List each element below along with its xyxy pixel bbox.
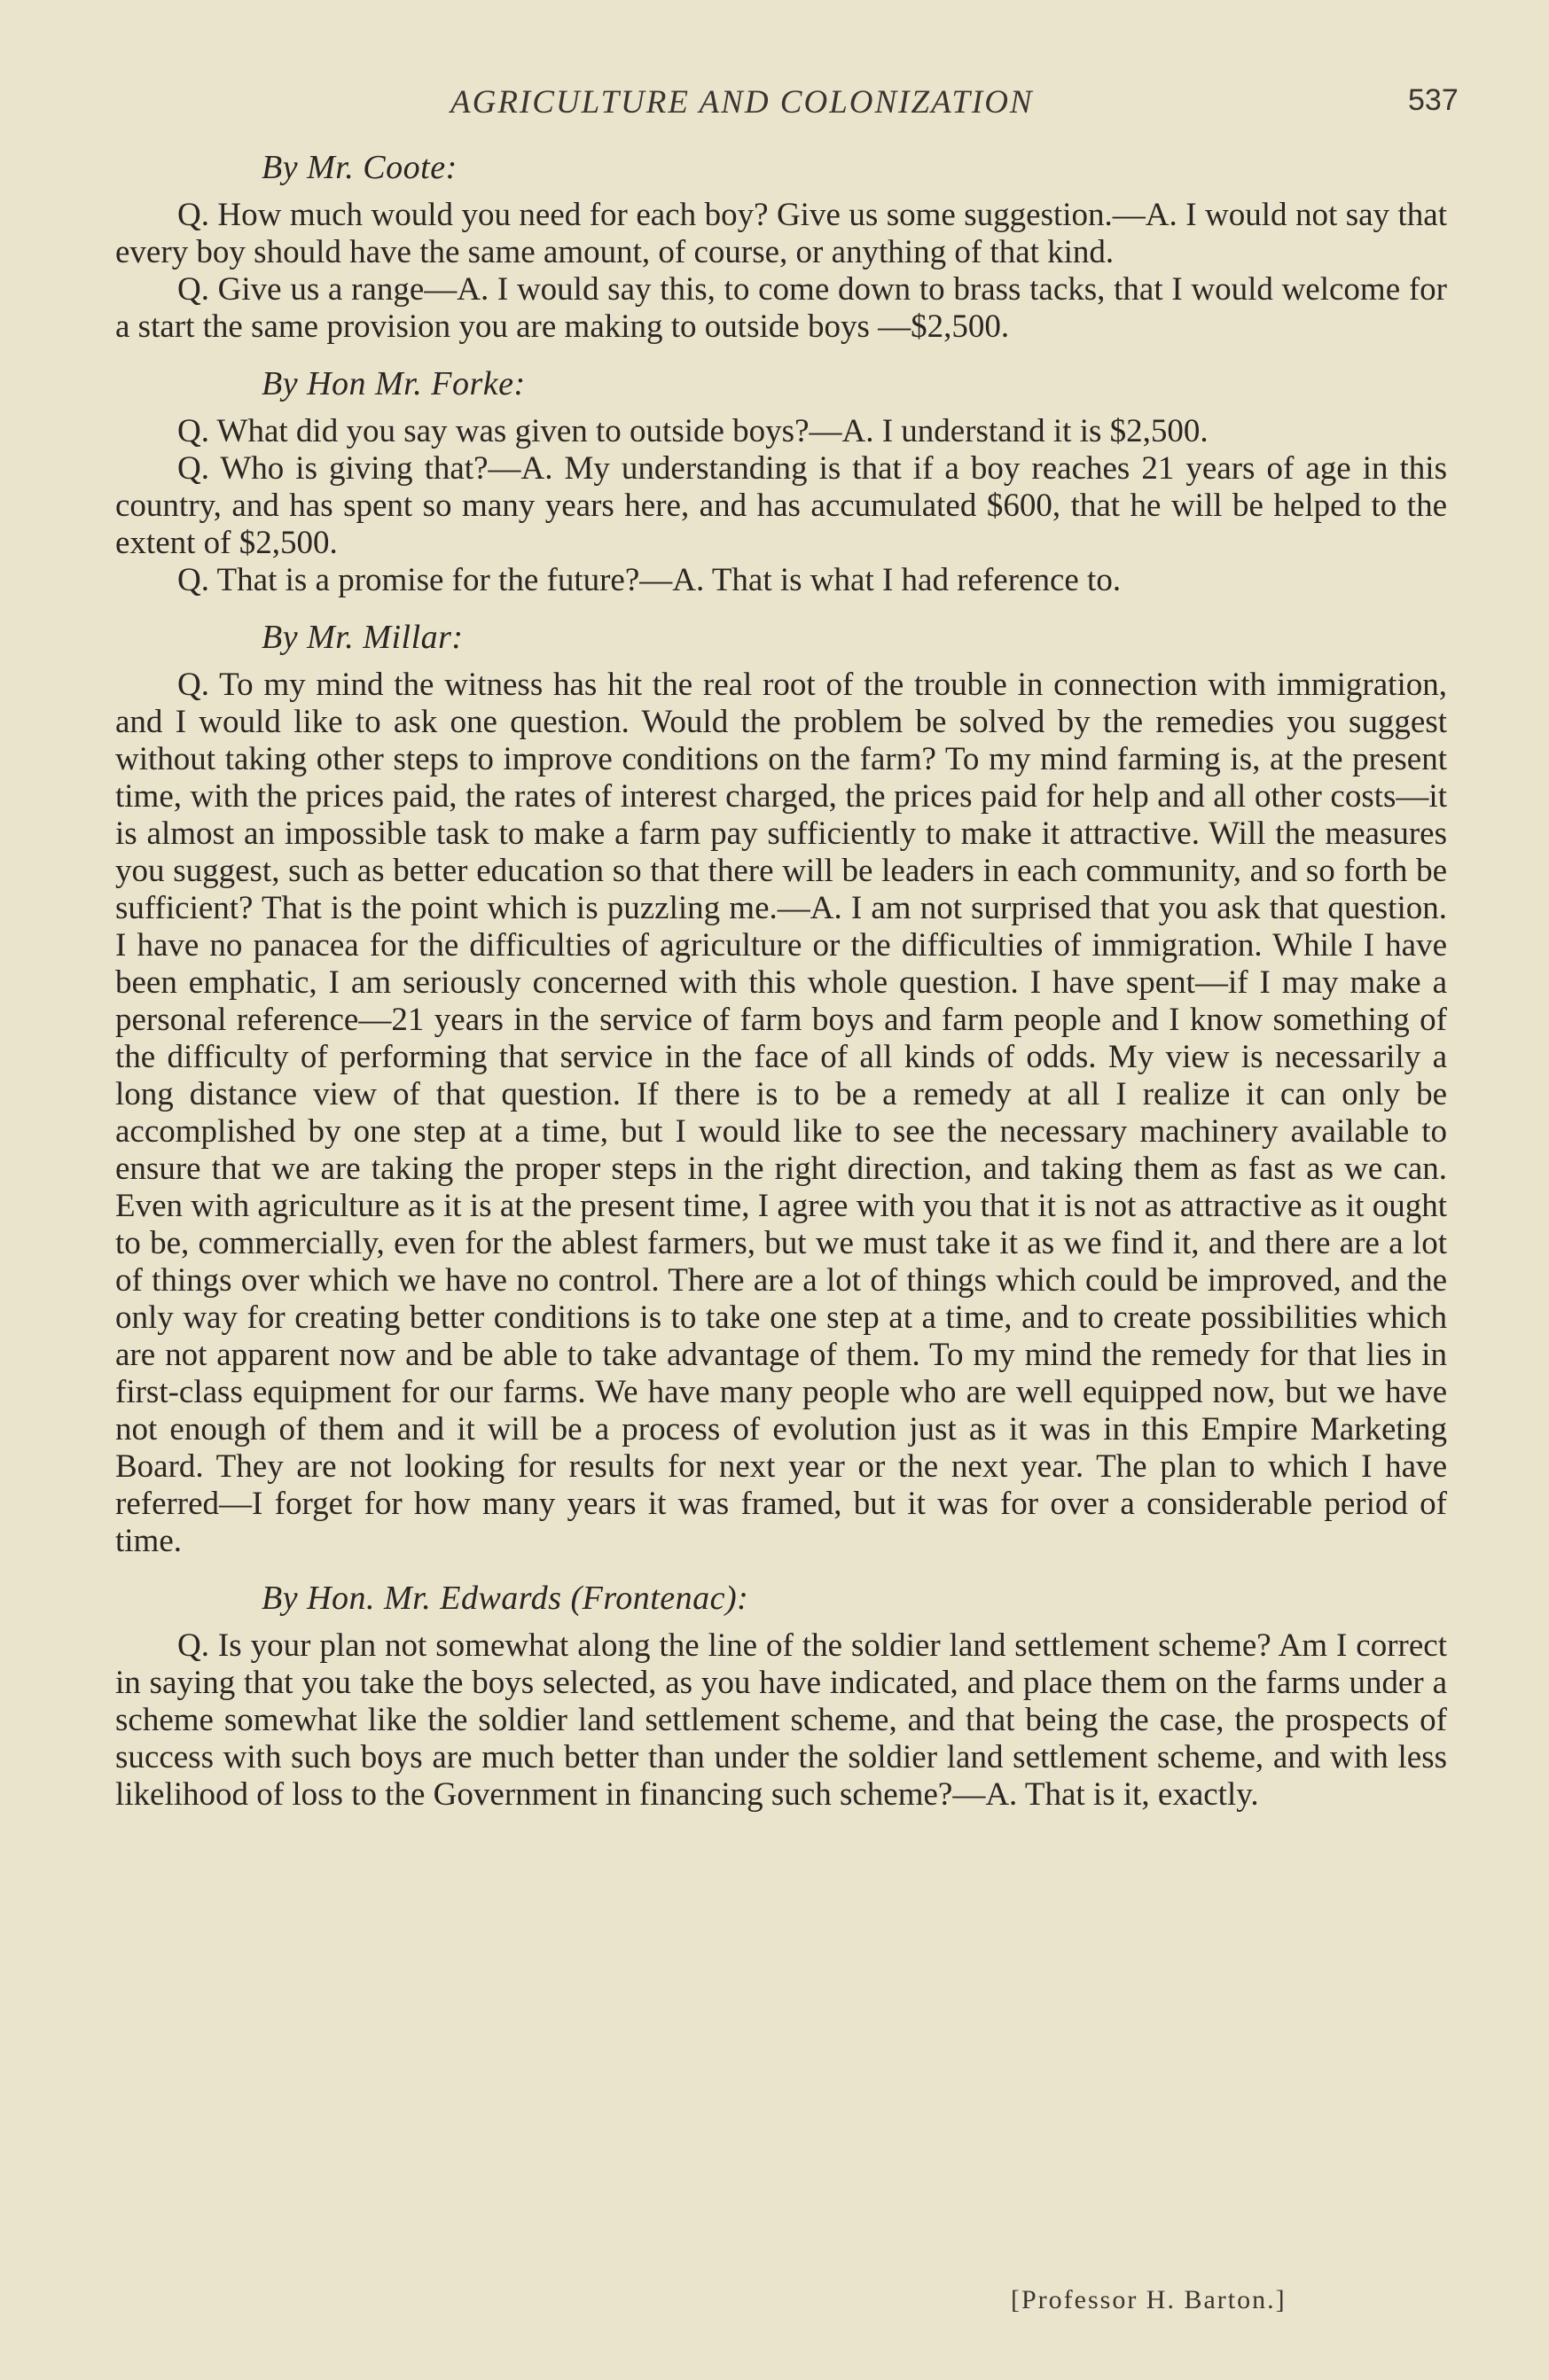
paragraph: Q. What did you say was given to outside boys?—A. I understand it is $2,500. bbox=[177, 413, 1209, 449]
section-edwards bbox=[115, 1580, 1447, 1814]
paragraph: Q. That is a promise for the future?—A. That is what I had reference to. bbox=[177, 562, 1122, 598]
speaker-heading: By Hon Mr. Forke: bbox=[262, 365, 526, 402]
speaker-heading: By Mr. Millar: bbox=[262, 619, 464, 656]
section-forke bbox=[115, 365, 1447, 599]
paragraph: Q. How much would you need for each boy? Give us some suggestion.—A. I would not say that every boy should have the same amount, of course, or anything of that kind. bbox=[115, 197, 1447, 270]
paragraph: Q. To my mind the witness has hit the real root of the trouble in connection with immigration, and I would like to ask one question. Would the problem be solved by the remedies you suggest without taking other steps to improve conditions on the farm? To my mind farming is, at the present time, with the prices paid, the rates of interest charged, the prices paid for help and all other costs—it is almost an impossible task to make a farm pay sufficiently to make it attractive. Will the measures you suggest, such as better education so that there will be leaders in each community, and so forth be sufficient? That is the point which is puzzling me.—A. I am not surprised that you ask that question. I have no panacea for the difficulties of agriculture or the difficulties of immigration. While I have been emphatic, I am seriously concerned with this whole question. I have spent—if I may make a personal reference—21 years in the service of farm boys and farm people and I know something of the difficulty of performing that service in the face of all kinds of odds. My view is necessarily a long distance view of that question. If there is to be a remedy at all I realize it can only be accomplished by one step at a time, but I would like to see the necessary machinery available to ensure that we are taking the proper steps in the right direction, and taking them as fast as we can. Even with agriculture as it is at the present time, I agree with you that it is not as attractive as it ought to be, commercially, even for the ablest farmers, but we must take it as we find it, and there are a lot of things over which we have no control. There are a lot of things which could be improved, and the only way for creating better conditions is to take one step at a time, and to create possibilities which are not apparent now and be able to take advantage of them. To my mind the remedy for that lies in first-class equipment for our farms. We have many people who are well equipped now, but we have not enough of them and it will be a process of evolution just as it was in this Empire Marketing Board. They are not looking for results for next year or the next year. The plan to which I have referred—I forget for how many years it was framed, but it was for over a considerable period of time. bbox=[115, 667, 1447, 1559]
paragraph: Q. Give us a range—A. I would say this, to come down to brass tacks, that I would welcome for a start the same provision you are making to outside boys —$2,500. bbox=[115, 271, 1447, 345]
running-title: AGRICULTURE AND COLONIZATION bbox=[450, 84, 1034, 121]
section-coote bbox=[115, 149, 1447, 346]
paragraph: Q. Who is giving that?—A. My understanding is that if a boy reaches 21 years of age in this country, and has spent so many years here, and has accumulated $600, that he will be helped to the extent of $2,500. bbox=[115, 450, 1447, 561]
speaker-attribution: [Professor H. Barton.] bbox=[1011, 2285, 1287, 2314]
running-head bbox=[0, 83, 1549, 126]
speaker-heading: By Hon. Mr. Edwards (Frontenac): bbox=[262, 1580, 749, 1617]
section-gap bbox=[115, 1560, 1447, 1580]
section-gap bbox=[115, 599, 1447, 619]
body-text bbox=[115, 149, 1447, 1814]
section-millar bbox=[115, 619, 1447, 1560]
paragraph: Q. Is your plan not somewhat along the line of the soldier land settlement scheme? Am I correct in saying that you take the boys selected, as you have indicated, and place them on the farms under a scheme somewhat like the soldier land settlement scheme, and that being the case, the prospects of success with such boys are much better than under the soldier land settlement scheme, and with less likelihood of loss to the Government in financing such scheme?—A. That is it, exactly. bbox=[115, 1627, 1447, 1813]
page-number: 537 bbox=[1408, 83, 1459, 117]
speaker-heading: By Mr. Coote: bbox=[262, 149, 458, 186]
section-gap bbox=[115, 346, 1447, 365]
